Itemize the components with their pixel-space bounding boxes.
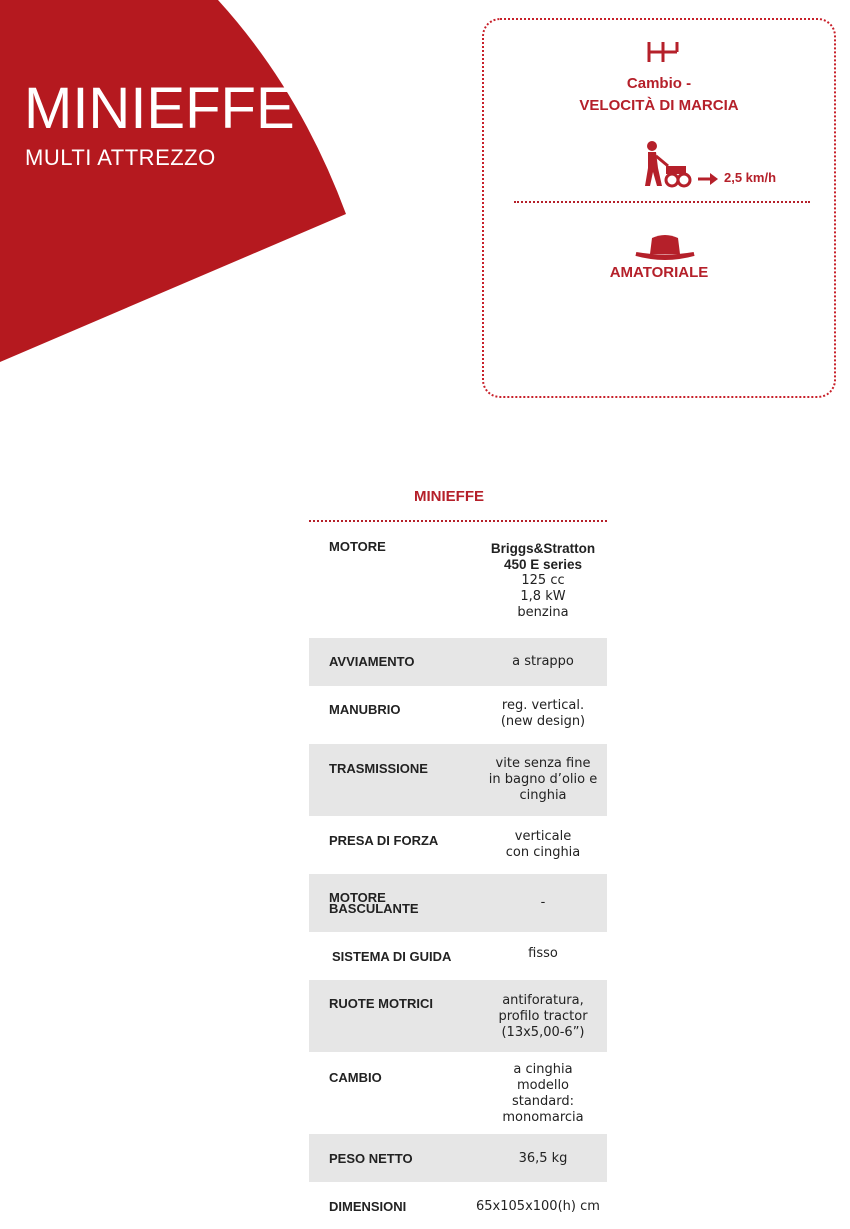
table-row — [309, 686, 607, 744]
table-row — [309, 1134, 607, 1182]
spec-title: MINIEFFE — [414, 488, 484, 505]
row-value: fisso — [528, 946, 558, 961]
arrow-right-icon — [696, 172, 720, 186]
brand-title: MINIEFFE — [24, 76, 295, 141]
row-value: verticale con cinghia — [505, 829, 581, 860]
row-value: a strappo — [512, 654, 574, 669]
table-row — [309, 980, 607, 1052]
spec-table — [309, 526, 607, 1222]
row-label: CAMBIO — [329, 1070, 382, 1085]
row-label: RUOTE MOTRICI — [329, 996, 433, 1011]
row-label: SISTEMA DI GUIDA — [332, 949, 452, 964]
row-value: reg. vertical. (new design) — [500, 698, 586, 729]
table-row — [309, 638, 607, 686]
row-value: - — [540, 895, 546, 910]
speed-value: 2,5 km/h — [724, 170, 777, 185]
table-row — [309, 874, 607, 932]
table-row — [309, 816, 607, 874]
usage-level: AMATORIALE — [609, 264, 709, 281]
row-label: DIMENSIONI — [329, 1199, 407, 1214]
table-row — [309, 744, 607, 816]
row-value: 65x105x100(h) cm — [476, 1199, 600, 1214]
row-label: MANUBRIO — [329, 702, 401, 717]
gear-label-line1: Cambio - — [626, 75, 692, 92]
row-value: antiforatura, profilo tractor (13x5,00-6”) — [498, 993, 588, 1040]
table-row — [309, 1182, 607, 1222]
hat-icon — [634, 232, 696, 262]
row-value: 36,5 kg — [518, 1151, 568, 1166]
walking-operator-machine-icon — [638, 140, 694, 190]
gearshift-icon — [646, 40, 680, 70]
table-row — [309, 932, 607, 978]
table-row — [309, 1052, 607, 1134]
row-value: a cinghia modello standard: monomarcia — [502, 1062, 584, 1125]
row-label: PESO NETTO — [329, 1151, 413, 1166]
gear-label-line2: VELOCITÀ DI MARCIA — [579, 97, 739, 114]
spec-divider — [309, 520, 607, 522]
row-label: MOTORE BASCULANTE — [329, 890, 419, 916]
row-label: MOTORE — [329, 539, 386, 554]
brand-banner — [0, 0, 350, 365]
row-value: vite senza fine in bagno d’olio e cinghia — [488, 756, 598, 803]
info-box — [482, 18, 836, 398]
row-label: AVVIAMENTO — [329, 654, 415, 669]
row-value: Briggs&Stratton 450 E series 125 cc 1,8 kW benzina — [490, 541, 596, 620]
brand-subtitle: MULTI ATTREZZO — [25, 145, 216, 170]
row-label: PRESA DI FORZA — [329, 833, 439, 848]
info-divider — [514, 201, 810, 203]
row-label: TRASMISSIONE — [329, 761, 428, 776]
table-row — [309, 526, 607, 636]
